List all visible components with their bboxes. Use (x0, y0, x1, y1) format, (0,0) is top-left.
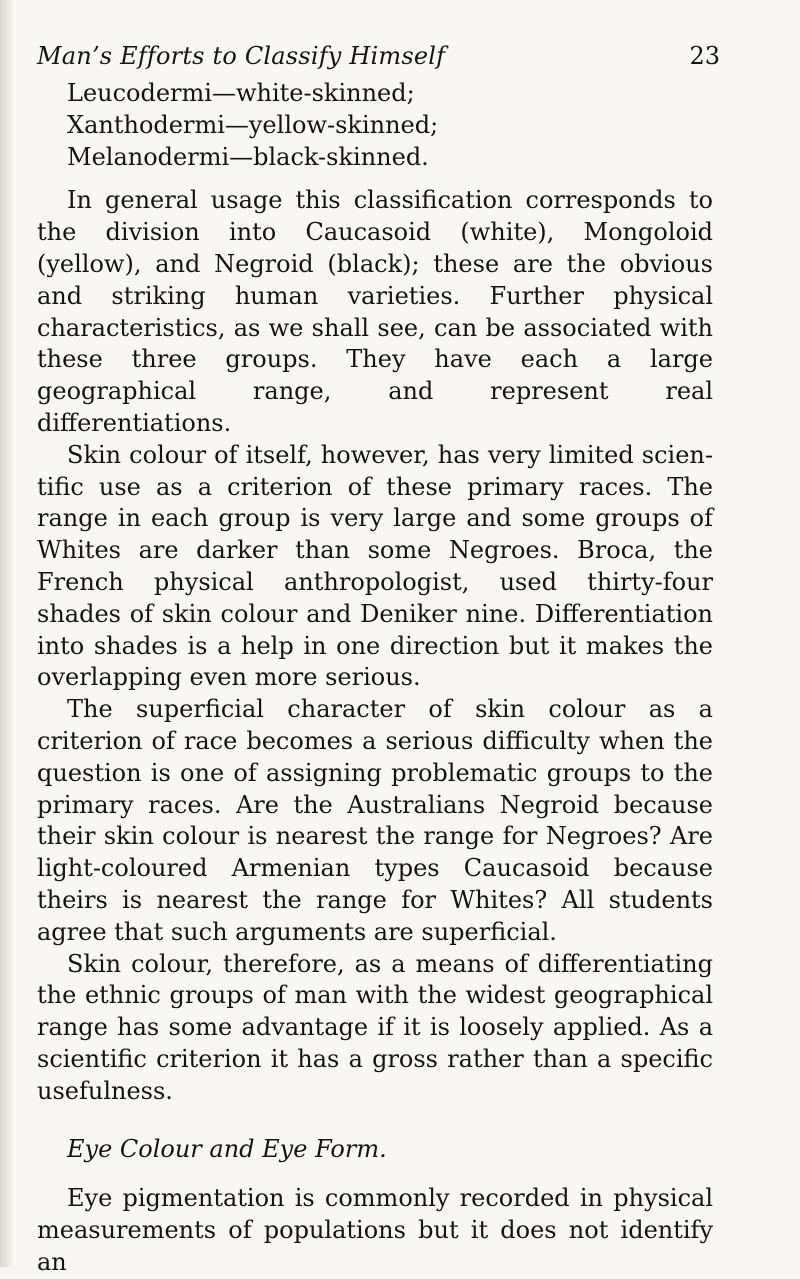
page-number: 23 (689, 42, 720, 70)
paragraph: In general usage this classification corresponds to the division into Caucasoid (white), Mongoloid (yellow), and Negroid (black); these are the obvious and striking human varieties. Further physical characteristics, as we shall see, can be associated with these three groups. They have each a large geographical range, and represent real differentiations. (37, 186, 713, 437)
page-header (37, 42, 720, 82)
running-title: Man’s Efforts to Classify Himself (37, 42, 446, 70)
list-item: Melanodermi—black-skinned. (67, 142, 429, 171)
paragraph: Skin colour of itself, however, has very limited scientific use as a criterion of these primary races. The range in each group is very large and some groups of Whites are darker than some Negroes. Broca, the French physical anthropologist, used thirty-four shades of skin colour and Deniker nine. Differentiation into shades is a help in one direction but it makes the overlapping even more serious. (37, 440, 713, 692)
binding-gutter (0, 0, 14, 1267)
paragraph: Skin colour, therefore, as a means of differentiating the ethnic groups of man with the widest geographical range has some advantage if it is loosely applied. As a scientific criterion it has a gross rather than a specific usefulness. (37, 949, 713, 1105)
paragraph: Eye pigmentation is commonly recorded in physical measurements of populations but it does not identify an (37, 1184, 713, 1276)
paragraph: The superficial character of skin colour as a criterion of race becomes a serious difficulty when the question is one of assigning problematic groups to the primary races. Are the Australians Negroid because their skin colour is nearest the range for Negroes? Are light-coloured Armenian types Caucasoid because theirs is nearest the range for Whites? All students agree that such arguments are superficial. (37, 695, 713, 946)
list-item: Xanthodermi—yellow-skinned; (67, 110, 439, 139)
section-heading: Eye Colour and Eye Form. (67, 1134, 387, 1163)
classification-list (37, 78, 713, 173)
list-item: Leucodermi—white-skinned; (67, 79, 415, 107)
body-text (37, 78, 713, 1279)
